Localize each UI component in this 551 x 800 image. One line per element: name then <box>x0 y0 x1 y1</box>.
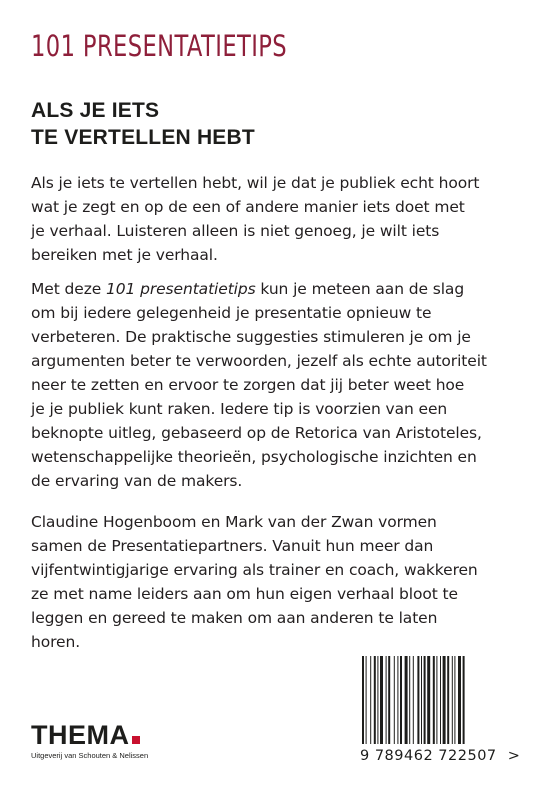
book-title: 101 presentatietips <box>106 280 256 298</box>
authors-paragraph <box>31 510 531 654</box>
text-line: bereiken met je verhaal. <box>31 246 218 264</box>
text-line: beknopte uitleg, gebaseerd op de Retorica van Aristoteles, <box>31 424 482 442</box>
barcode-icon <box>362 656 532 744</box>
text-line: vijfentwintigjarige ervaring als trainer en coach, wakkeren <box>31 561 478 579</box>
text-line: Claudine Hogenboom en Mark van der Zwan vormen <box>31 513 437 531</box>
text-line: je je publiek kunt raken. Iedere tip is voorzien van een <box>31 400 448 418</box>
publisher-logo <box>31 722 148 760</box>
headline <box>31 97 255 151</box>
text-line: horen. <box>31 633 81 651</box>
publisher-wordmark <box>31 722 148 749</box>
text-line: om bij iedere gelegenheid je presentatie opnieuw te <box>31 304 432 322</box>
description-paragraph <box>31 277 531 493</box>
text-line: samen de Presentatiepartners. Vanuit hun meer dan <box>31 537 434 555</box>
text-line: je verhaal. Luisteren alleen is niet genoeg, je wilt iets <box>31 222 440 240</box>
publisher-name: THEMA <box>31 720 130 750</box>
text-line: leggen en gereed te maken om aan anderen te laten <box>31 609 438 627</box>
text-line: argumenten beter te verwoorden, jezelf als echte autoriteit <box>31 352 487 370</box>
text-segment: kun je meteen aan de slag <box>255 280 465 298</box>
text-segment: Met deze <box>31 280 106 298</box>
text-line <box>31 277 531 301</box>
text-line: ze met name leiders aan om hun eigen verhaal bloot te <box>31 585 458 603</box>
logo-dot-icon <box>132 736 140 744</box>
text-line: wat je zegt en op de een of andere manier iets doet met <box>31 198 465 216</box>
isbn-marker: > <box>507 748 521 764</box>
text-line: Als je iets te vertellen hebt, wil je dat je publiek echt hoort <box>31 174 480 192</box>
text-line: de ervaring van de makers. <box>31 472 243 490</box>
text-line: neer te zetten en ervoor te zorgen dat jij beter weet hoe <box>31 376 465 394</box>
isbn-number <box>360 748 542 764</box>
headline-line: TE VERTELLEN HEBT <box>31 126 255 149</box>
headline-line: ALS JE IETS <box>31 99 160 122</box>
intro-paragraph <box>31 171 531 267</box>
series-title: 101 PRESENTATIETIPS <box>31 29 288 63</box>
text-line: verbeteren. De praktische suggesties stimuleren je om je <box>31 328 471 346</box>
publisher-subtitle: Uitgeverij van Schouten & Nelissen <box>31 751 149 760</box>
isbn-digits: 9 789462 722507 <box>360 748 497 764</box>
text-line: wetenschappelijke theorieën, psychologische inzichten en <box>31 448 477 466</box>
